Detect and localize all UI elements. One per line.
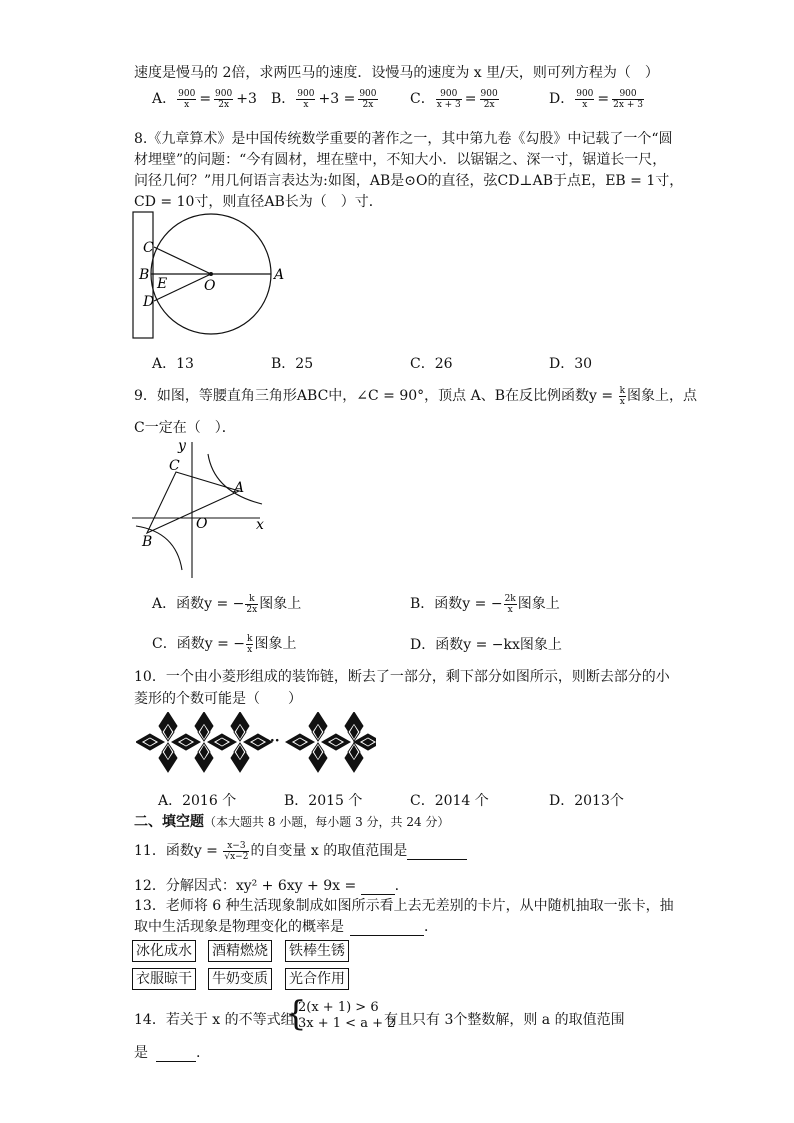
q8-label-o: O [204,278,216,294]
q14-inequality-1: 2(x + 1) > 6 [298,1000,379,1015]
q8-line-1: 8.《九章算术》是中国传统数学重要的著作之一，其中第九卷《勾股》中记载了一个“圆 [134,131,673,147]
q11: 11．函数y = $\frac{x-3}{√x-2}$ 的自变量 x 的取值范围是 [134,840,467,862]
q10-option-a: A．2016 个 [158,793,237,809]
q8-line-4: CD = 10寸，则直径AB长为（ ）寸． [134,194,383,210]
q9-label-a: A [234,480,245,496]
q8-option-a: A．13 [152,356,194,372]
card-milk-spoiling: 牛奶变质 [208,968,272,990]
q8-option-c: C．26 [410,356,453,372]
q14-line-2: 是 . [134,1045,201,1061]
q9-option-c: C．函数y = − $\frac{k}{x}$ 图象上 [152,633,297,655]
q14-answer-blank[interactable] [156,1045,196,1062]
diamond-chain-figure [136,712,376,776]
q10-option-d: D．2013个 [549,793,624,809]
card-ice-melting: 冰化成水 [132,940,196,962]
q9-label-b: B [142,534,153,550]
q14-inequality-2: 3x + 1 < a + 2 [298,1016,396,1031]
q12: 12．分解因式：xy² + 6xy + 9x = . [134,878,400,894]
q8-option-d: D．30 [549,356,593,372]
q9-option-b: B．函数y = − $\frac{2k}{x}$ 图象上 [410,593,560,615]
q8-circle-figure [130,210,300,342]
q14-brace: { [285,994,307,1034]
q9-label-c: C [169,458,180,474]
q9-label-o: O [196,516,208,532]
q8-label-a: A [274,267,285,283]
q8-label-c: C [143,240,154,256]
q9-option-a: A．函数y = − $\frac{k}{2x}$ 图象上 [152,593,302,615]
q14-post: 有且只有 3个整数解，则 a 的取值范围 [384,1012,625,1028]
q10-line-2: 菱形的个数可能是（ ） [134,691,302,707]
card-iron-rusting: 铁棒生锈 [285,940,349,962]
q7-stem: 速度是慢马的 2倍，求两匹马的速度．设慢马的速度为 x 里/天，则可列方程为（ ） [134,65,659,81]
chain-ellipsis: ··· [265,733,280,749]
q8-line-2: 材埋壁”的问题：“今有圆材，埋在壁中，不知大小．以锯锯之、深一寸，锯道长一尺， [134,152,667,168]
q7-option-b: B． $\frac{900}{x}$ +3 = $\frac{900}{2x}$ [271,88,377,110]
q7-option-d: D． $\frac{900}{x}$ = $\frac{900}{2x + 3}$ [549,88,643,110]
card-photosynthesis: 光合作用 [285,968,349,990]
q9-option-d: D．函数y = −kx图象上 [410,637,562,653]
q11-answer-blank[interactable] [407,843,467,860]
q10-option-c: C．2014 个 [410,793,489,809]
q8-line-3: 问径几何？”用几何语言表达为:如图，AB是⊙O的直径，弦CD⊥AB于点E，EB = 1寸， [134,173,684,189]
q10-line-1: 10．一个由小菱形组成的装饰链，断去了一部分，剩下部分如图所示，则断去部分的小 [134,669,670,685]
q8-label-b: B [139,267,150,283]
q8-option-b: B．25 [271,356,314,372]
card-alcohol-burning: 酒精燃烧 [208,940,272,962]
section-2-heading: 二、填空题（本大题共 8 小题，每小题 3 分，共 24 分） [134,814,450,830]
q13-answer-blank[interactable] [350,919,424,936]
card-clothes-drying: 衣服晾干 [132,968,196,990]
q7-option-c: C． $\frac{900}{x + 3}$ = $\frac{900}{2x}$ [410,88,498,110]
q8-label-e: E [157,276,168,292]
q8-label-d: D [143,294,155,310]
q9-coordinate-figure [128,434,278,582]
q9-line-1: 9．如图，等腰直角三角形ABC中，∠C = 90°，顶点 A、B在反比例函数y = $\frac{k}{x}$ 图象上，点 [134,385,698,407]
q9-label-y: y [178,438,186,454]
q9-line-2: C一定在（ ）． [134,420,236,436]
q10-option-b: B．2015 个 [284,793,363,809]
q13-line-1: 13．老师将 6 种生活现象制成如图所示看上去无差别的卡片，从中随机抽取一张卡，抽 [134,898,674,914]
q9-label-x: x [256,517,264,533]
q14-pre: 14．若关于 x 的不等式组 [134,1012,295,1028]
q7-option-a: A． $\frac{900}{x}$ = $\frac{900}{2x}$ +3 [152,88,257,110]
q7-options [152,88,672,118]
q9-fraction: $\frac{k}{x}$ [619,385,626,407]
q12-answer-blank[interactable] [361,878,395,895]
q13-line-2: 取中生活现象是物理变化的概率是 ． [134,919,438,935]
